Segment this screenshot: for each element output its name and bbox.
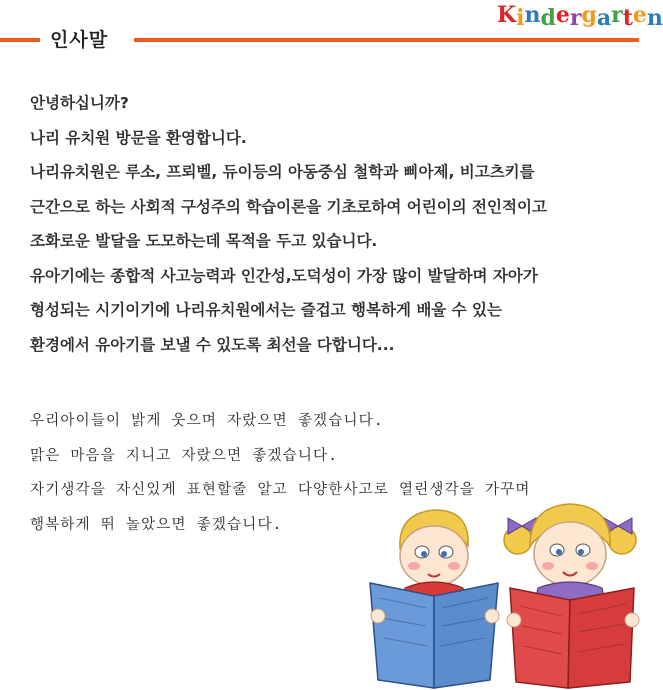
- logo-letter: K: [497, 2, 517, 28]
- logo-letter: r: [569, 5, 582, 31]
- wish-line: 행복하게 뛰 놀았으면 좋겠습니다.: [30, 516, 283, 533]
- logo-letter: e: [555, 2, 570, 28]
- logo-letter: r: [611, 2, 623, 28]
- logo-letter: d: [540, 5, 556, 31]
- logo-letter: t: [622, 5, 633, 31]
- logo-letter: i: [516, 5, 525, 31]
- greeting-line: 나리 유치원 방문을 환영합니다.: [30, 128, 247, 147]
- kindergarten-logo: [497, 3, 663, 29]
- girl-reading-icon: [504, 504, 639, 688]
- greeting-line: 조화로운 발달을 도모하는데 목적을 두고 있습니다.: [30, 232, 378, 250]
- logo-letter: g: [581, 2, 597, 28]
- logo-letter: n: [524, 2, 541, 28]
- wish-line: 자기생각을 자신있게 표현할줄 알고 다양한사고로 열린생각을 가꾸며: [30, 482, 531, 498]
- logo-letter: e: [632, 2, 647, 28]
- greeting-line: 형성되는 시기이기에 나리유치원에서는 즐겁고 행복하게 배울 수 있는: [30, 301, 502, 319]
- greeting-line: 환경에서 유아기를 보낼 수 있도록 최선을 다합니다...: [30, 335, 395, 354]
- two-children-reading-books-icon: [350, 488, 639, 690]
- greeting-line: 유아기에는 종합적 사고능력과 인간성,도덕성이 가장 많이 발달하며 자아가: [30, 266, 538, 285]
- logo-letter: a: [596, 5, 612, 31]
- boy-reading-icon: [370, 510, 499, 688]
- greeting-body: [30, 86, 630, 362]
- wish-line: 우리아이들이 밝게 웃으며 자랐으면 좋겠습니다.: [30, 413, 384, 429]
- page-header: [0, 0, 663, 60]
- greeting-line: 근간으로 하는 사회적 구성주의 학습이론을 기초로하여 어린이의 전인적이고: [30, 197, 547, 216]
- page-title: 인사말: [50, 29, 109, 51]
- header-divider-right: [134, 38, 639, 42]
- greeting-line: 안녕하십니까?: [30, 94, 129, 112]
- greeting-line: 나리유치원은 루소, 프뢰벨, 듀이등의 아동중심 철학과 삐아제, 비고츠키를: [30, 163, 535, 181]
- header-divider-left: [0, 38, 40, 42]
- wish-line: 맑은 마음을 지니고 자랐으면 좋겠습니다.: [30, 447, 339, 464]
- logo-letter: n: [646, 5, 663, 31]
